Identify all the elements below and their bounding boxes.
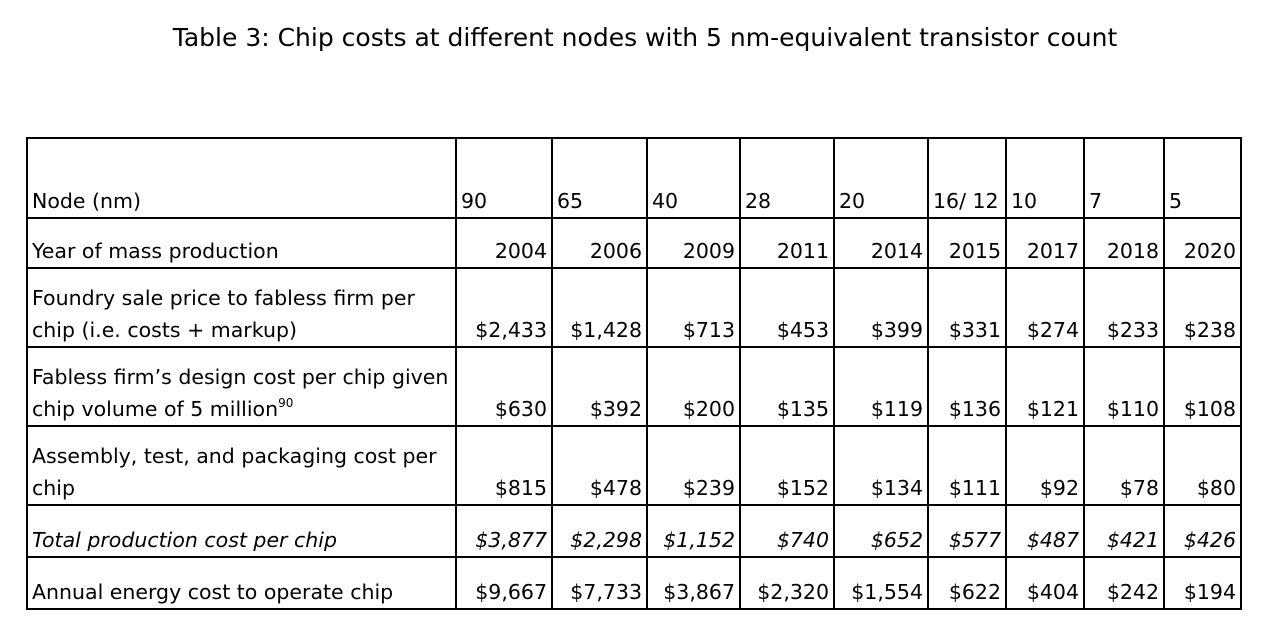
table-cell: $652 — [834, 505, 928, 557]
table-cell: $2,320 — [740, 557, 834, 609]
table-cell: $2,298 — [552, 505, 647, 557]
header-node: 20 — [834, 138, 928, 218]
table-cell: $487 — [1006, 505, 1084, 557]
table-cell: $421 — [1084, 505, 1164, 557]
header-node: 7 — [1084, 138, 1164, 218]
table-cell: $152 — [740, 426, 834, 505]
table-cell: $242 — [1084, 557, 1164, 609]
table-cell: 2018 — [1084, 218, 1164, 268]
row-label-text: Fabless firm’s design cost per chip given chip volume of 5 million — [32, 365, 449, 421]
table-cell: $740 — [740, 505, 834, 557]
table-row — [27, 268, 1241, 347]
table-cell: $622 — [928, 557, 1006, 609]
table-cell: $453 — [740, 268, 834, 347]
header-node: 28 — [740, 138, 834, 218]
table-row — [27, 505, 1241, 557]
table-cell: $404 — [1006, 557, 1084, 609]
table-cell: 2009 — [647, 218, 740, 268]
table-cell: $426 — [1164, 505, 1241, 557]
table-cell: 2006 — [552, 218, 647, 268]
table-cell: $331 — [928, 268, 1006, 347]
table-cell: $194 — [1164, 557, 1241, 609]
table-cell: 2020 — [1164, 218, 1241, 268]
table-cell: $815 — [456, 426, 552, 505]
table-cell: 2004 — [456, 218, 552, 268]
chip-cost-table — [26, 137, 1242, 610]
table-row — [27, 426, 1241, 505]
table-cell: 2014 — [834, 218, 928, 268]
table-cell: $577 — [928, 505, 1006, 557]
row-label: Annual energy cost to operate chip — [27, 557, 456, 609]
header-row — [27, 138, 1241, 218]
table-cell: $110 — [1084, 347, 1164, 426]
row-label — [27, 347, 456, 426]
table-cell: $233 — [1084, 268, 1164, 347]
table-cell: $200 — [647, 347, 740, 426]
table-row — [27, 218, 1241, 268]
table-cell: $136 — [928, 347, 1006, 426]
footnote-marker: 90 — [278, 396, 294, 410]
table-cell: $119 — [834, 347, 928, 426]
header-node: 16/ 12 — [928, 138, 1006, 218]
table-cell: $239 — [647, 426, 740, 505]
table-cell: $121 — [1006, 347, 1084, 426]
header-label: Node (nm) — [27, 138, 456, 218]
table-cell: $80 — [1164, 426, 1241, 505]
header-node: 40 — [647, 138, 740, 218]
table-cell: $630 — [456, 347, 552, 426]
table-cell: $108 — [1164, 347, 1241, 426]
header-node: 65 — [552, 138, 647, 218]
table-cell: $9,667 — [456, 557, 552, 609]
header-node: 5 — [1164, 138, 1241, 218]
table-cell: $1,428 — [552, 268, 647, 347]
row-label: Assembly, test, and packaging cost per chip — [27, 426, 456, 505]
table-cell: $3,867 — [647, 557, 740, 609]
table-cell: $1,152 — [647, 505, 740, 557]
table-cell: $274 — [1006, 268, 1084, 347]
table-cell: 2011 — [740, 218, 834, 268]
table-cell: $399 — [834, 268, 928, 347]
table-title: Table 3: Chip costs at different nodes with 5 nm-equivalent transistor count — [172, 23, 1118, 52]
table-row — [27, 347, 1241, 426]
table-cell: $135 — [740, 347, 834, 426]
table-cell: 2017 — [1006, 218, 1084, 268]
table-cell: $238 — [1164, 268, 1241, 347]
table-cell: $7,733 — [552, 557, 647, 609]
table-cell: $134 — [834, 426, 928, 505]
table-cell: $92 — [1006, 426, 1084, 505]
table-cell: $392 — [552, 347, 647, 426]
table-cell: 2015 — [928, 218, 1006, 268]
row-label: Total production cost per chip — [27, 505, 456, 557]
table-cell: $1,554 — [834, 557, 928, 609]
header-node: 10 — [1006, 138, 1084, 218]
table-row — [27, 557, 1241, 609]
table-cell: $478 — [552, 426, 647, 505]
table-cell: $2,433 — [456, 268, 552, 347]
table-cell: $713 — [647, 268, 740, 347]
header-node: 90 — [456, 138, 552, 218]
row-label: Year of mass production — [27, 218, 456, 268]
row-label: Foundry sale price to fabless firm per chip (i.e. costs + markup) — [27, 268, 456, 347]
table-cell: $78 — [1084, 426, 1164, 505]
table-cell: $111 — [928, 426, 1006, 505]
table-cell: $3,877 — [456, 505, 552, 557]
